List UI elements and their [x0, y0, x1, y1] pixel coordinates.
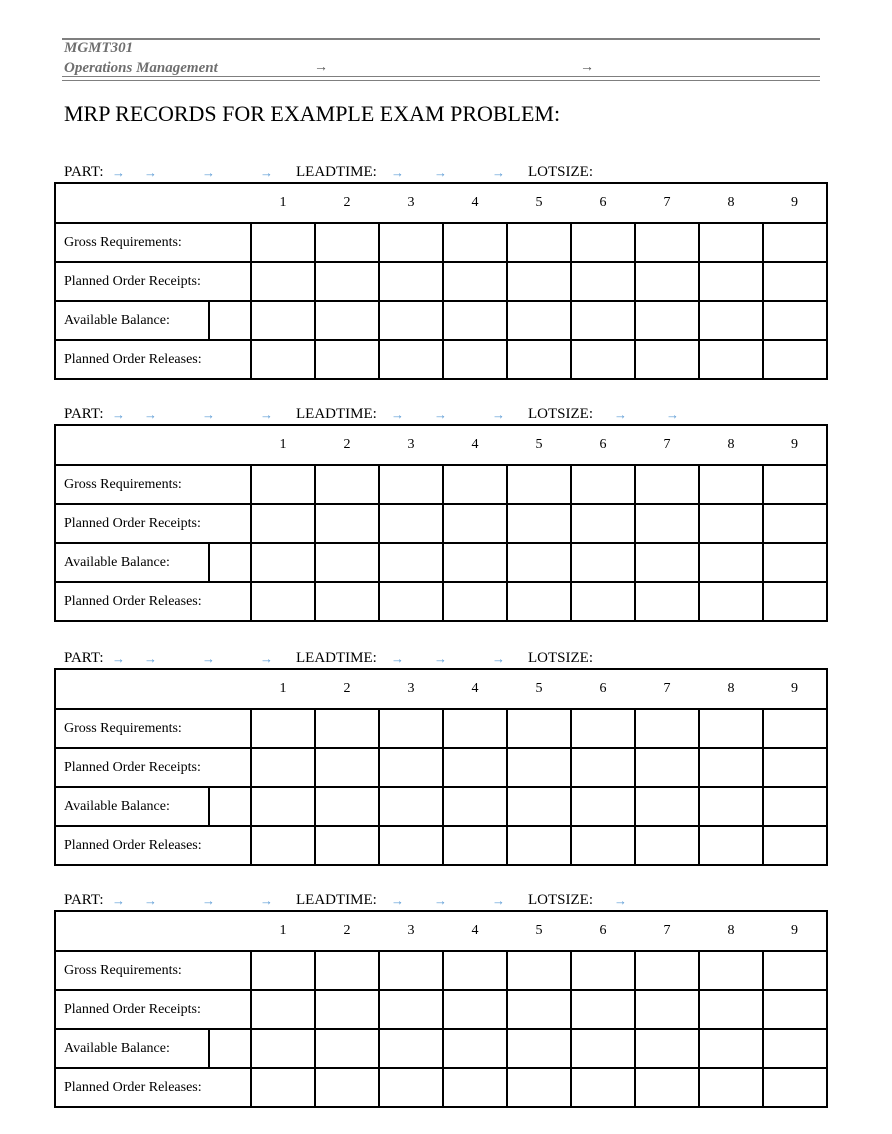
entry-cell[interactable]	[635, 748, 699, 787]
entry-cell[interactable]	[379, 1068, 443, 1107]
entry-cell[interactable]	[635, 340, 699, 379]
mrp-row-receipts	[55, 504, 827, 543]
mrp-table	[54, 182, 828, 380]
entry-cell[interactable]	[699, 465, 763, 504]
entry-cell[interactable]	[315, 543, 379, 582]
entry-cell[interactable]	[315, 1029, 379, 1068]
mrp-row-gross	[55, 465, 827, 504]
entry-cell[interactable]	[507, 709, 571, 748]
entry-cell[interactable]	[379, 223, 443, 262]
mrp-row-balance	[55, 1029, 827, 1068]
period-number: 5	[507, 911, 571, 951]
entry-cell[interactable]	[443, 340, 507, 379]
period-number: 6	[571, 911, 635, 951]
period-number: 8	[699, 183, 763, 223]
tab-arrow-icon: →	[202, 893, 215, 908]
entry-cell[interactable]	[379, 787, 443, 826]
period-number: 1	[251, 183, 315, 223]
entry-cell[interactable]	[251, 504, 315, 543]
entry-cell[interactable]	[315, 582, 379, 621]
entry-cell[interactable]	[251, 709, 315, 748]
period-number: 1	[251, 911, 315, 951]
mrp-row-releases	[55, 340, 827, 379]
entry-cell[interactable]	[571, 262, 635, 301]
entry-cell[interactable]	[379, 709, 443, 748]
entry-cell[interactable]	[507, 990, 571, 1029]
entry-cell[interactable]	[379, 582, 443, 621]
entry-cell[interactable]	[251, 1068, 315, 1107]
entry-cell[interactable]	[571, 582, 635, 621]
period-number: 8	[699, 669, 763, 709]
entry-cell[interactable]	[315, 301, 379, 340]
entry-cell[interactable]	[763, 301, 827, 340]
tab-arrow-icon: →	[434, 893, 447, 908]
period-header-blank	[55, 911, 251, 951]
period-header-row	[55, 425, 827, 465]
mrp-row-gross	[55, 223, 827, 262]
mrp-row-receipts	[55, 262, 827, 301]
period-number: 5	[507, 425, 571, 465]
entry-cell[interactable]	[763, 1068, 827, 1107]
period-number: 2	[315, 183, 379, 223]
entry-cell[interactable]	[443, 1068, 507, 1107]
entry-cell[interactable]	[571, 709, 635, 748]
entry-cell[interactable]	[635, 223, 699, 262]
entry-cell[interactable]	[507, 504, 571, 543]
mrp-table	[54, 910, 828, 1108]
mrp-row-releases	[55, 826, 827, 865]
entry-cell[interactable]	[571, 465, 635, 504]
entry-cell[interactable]	[763, 1029, 827, 1068]
tab-arrow-icon: →	[112, 407, 125, 422]
lotsize-label: LOTSIZE:	[528, 406, 593, 422]
period-number: 9	[763, 911, 827, 951]
mrp-table	[54, 668, 828, 866]
row-label-balance: Available Balance:	[55, 543, 209, 582]
beginning-inventory-cell[interactable]	[209, 787, 251, 826]
entry-cell[interactable]	[699, 787, 763, 826]
tab-arrow-icon: →	[260, 407, 273, 422]
row-label-releases: Planned Order Releases:	[55, 1068, 251, 1107]
entry-cell[interactable]	[763, 582, 827, 621]
tab-arrow-icon: →	[112, 893, 125, 908]
period-number: 3	[379, 669, 443, 709]
entry-cell[interactable]	[315, 223, 379, 262]
row-label-gross: Gross Requirements:	[55, 951, 251, 990]
entry-cell[interactable]	[507, 1029, 571, 1068]
entry-cell[interactable]	[763, 223, 827, 262]
tab-arrow-icon: →	[144, 651, 157, 666]
entry-cell[interactable]	[379, 951, 443, 990]
entry-cell[interactable]	[763, 990, 827, 1029]
entry-cell[interactable]	[315, 465, 379, 504]
entry-cell[interactable]	[251, 787, 315, 826]
tab-arrow-icon: →	[666, 407, 679, 422]
entry-cell[interactable]	[635, 465, 699, 504]
period-header-row	[55, 183, 827, 223]
entry-cell[interactable]	[251, 223, 315, 262]
leadtime-label: LEADTIME:	[296, 406, 377, 422]
entry-cell[interactable]	[571, 951, 635, 990]
period-number: 3	[379, 425, 443, 465]
period-number: 1	[251, 669, 315, 709]
tab-arrow-icon: →	[391, 651, 404, 666]
entry-cell[interactable]	[699, 543, 763, 582]
entry-cell[interactable]	[379, 826, 443, 865]
period-number: 7	[635, 425, 699, 465]
period-number: 6	[571, 425, 635, 465]
leadtime-label: LEADTIME:	[296, 164, 377, 180]
entry-cell[interactable]	[507, 951, 571, 990]
entry-cell[interactable]	[315, 748, 379, 787]
entry-cell[interactable]	[699, 340, 763, 379]
entry-cell[interactable]	[443, 465, 507, 504]
mrp-row-receipts	[55, 748, 827, 787]
mrp-row-releases	[55, 1068, 827, 1107]
part-label: PART:	[64, 406, 104, 422]
row-label-releases: Planned Order Releases:	[55, 340, 251, 379]
mrp-row-gross	[55, 709, 827, 748]
entry-cell[interactable]	[315, 1068, 379, 1107]
entry-cell[interactable]	[251, 465, 315, 504]
entry-cell[interactable]	[443, 223, 507, 262]
course-name: Operations Management	[64, 60, 218, 76]
entry-cell[interactable]	[443, 709, 507, 748]
period-header-blank	[55, 669, 251, 709]
page-title: MRP RECORDS FOR EXAMPLE EXAM PROBLEM:	[64, 101, 561, 126]
row-label-gross: Gross Requirements:	[55, 465, 251, 504]
entry-cell[interactable]	[379, 465, 443, 504]
entry-cell[interactable]	[443, 1029, 507, 1068]
row-label-gross: Gross Requirements:	[55, 223, 251, 262]
period-number: 2	[315, 911, 379, 951]
entry-cell[interactable]	[379, 262, 443, 301]
tab-arrow-icon: →	[202, 651, 215, 666]
entry-cell[interactable]	[507, 582, 571, 621]
entry-cell[interactable]	[251, 1029, 315, 1068]
entry-cell[interactable]	[699, 951, 763, 990]
period-number: 6	[571, 183, 635, 223]
entry-cell[interactable]	[443, 543, 507, 582]
period-number: 4	[443, 425, 507, 465]
entry-cell[interactable]	[571, 543, 635, 582]
entry-cell[interactable]	[763, 787, 827, 826]
tab-arrow-icon: →	[260, 165, 273, 180]
mrp-row-balance	[55, 301, 827, 340]
lotsize-label: LOTSIZE:	[528, 164, 593, 180]
entry-cell[interactable]	[571, 504, 635, 543]
header-bottom-rule	[62, 76, 820, 81]
period-number: 9	[763, 425, 827, 465]
tab-arrow-icon: →	[434, 165, 447, 180]
entry-cell[interactable]	[635, 787, 699, 826]
tab-arrow-icon: →	[112, 165, 125, 180]
entry-cell[interactable]	[699, 1029, 763, 1068]
tab-arrow-icon: →	[391, 893, 404, 908]
period-header-row	[55, 911, 827, 951]
period-number: 6	[571, 669, 635, 709]
tab-arrow-icon: →	[144, 407, 157, 422]
entry-cell[interactable]	[763, 543, 827, 582]
period-number: 1	[251, 425, 315, 465]
period-number: 3	[379, 183, 443, 223]
entry-cell[interactable]	[251, 301, 315, 340]
mrp-row-balance	[55, 543, 827, 582]
entry-cell[interactable]	[507, 465, 571, 504]
entry-cell[interactable]	[507, 826, 571, 865]
entry-cell[interactable]	[763, 262, 827, 301]
tab-arrow-icon: →	[391, 407, 404, 422]
entry-cell[interactable]	[507, 543, 571, 582]
tab-arrow-icon: →	[614, 893, 627, 908]
entry-cell[interactable]	[635, 262, 699, 301]
entry-cell[interactable]	[379, 748, 443, 787]
entry-cell[interactable]	[379, 504, 443, 543]
entry-cell[interactable]	[507, 1068, 571, 1107]
entry-cell[interactable]	[763, 465, 827, 504]
entry-cell[interactable]	[315, 504, 379, 543]
entry-cell[interactable]	[315, 990, 379, 1029]
entry-cell[interactable]	[763, 709, 827, 748]
entry-cell[interactable]	[763, 951, 827, 990]
period-number: 3	[379, 911, 443, 951]
entry-cell[interactable]	[443, 748, 507, 787]
entry-cell[interactable]	[763, 748, 827, 787]
entry-cell[interactable]	[699, 504, 763, 543]
period-number: 4	[443, 669, 507, 709]
period-number: 9	[763, 183, 827, 223]
mrp-row-receipts	[55, 990, 827, 1029]
entry-cell[interactable]	[379, 543, 443, 582]
mrp-table	[54, 424, 828, 622]
entry-cell[interactable]	[443, 990, 507, 1029]
entry-cell[interactable]	[635, 826, 699, 865]
entry-cell[interactable]	[699, 748, 763, 787]
entry-cell[interactable]	[251, 582, 315, 621]
row-label-balance: Available Balance:	[55, 1029, 209, 1068]
entry-cell[interactable]	[635, 301, 699, 340]
entry-cell[interactable]	[635, 951, 699, 990]
tab-arrow-icon: →	[434, 407, 447, 422]
entry-cell[interactable]	[443, 826, 507, 865]
period-number: 7	[635, 183, 699, 223]
entry-cell[interactable]	[571, 340, 635, 379]
entry-cell[interactable]	[315, 951, 379, 990]
entry-cell[interactable]	[443, 262, 507, 301]
period-number: 4	[443, 911, 507, 951]
entry-cell[interactable]	[379, 340, 443, 379]
entry-cell[interactable]	[699, 826, 763, 865]
entry-cell[interactable]	[635, 990, 699, 1029]
entry-cell[interactable]	[699, 262, 763, 301]
entry-cell[interactable]	[507, 340, 571, 379]
entry-cell[interactable]	[699, 990, 763, 1029]
row-label-gross: Gross Requirements:	[55, 709, 251, 748]
entry-cell[interactable]	[635, 1029, 699, 1068]
row-label-balance: Available Balance:	[55, 787, 209, 826]
period-number: 4	[443, 183, 507, 223]
entry-cell[interactable]	[571, 990, 635, 1029]
row-label-receipts: Planned Order Receipts:	[55, 504, 251, 543]
tab-arrow-icon: →	[260, 893, 273, 908]
entry-cell[interactable]	[379, 301, 443, 340]
entry-cell[interactable]	[315, 262, 379, 301]
period-number: 7	[635, 669, 699, 709]
lotsize-label: LOTSIZE:	[528, 892, 593, 908]
period-number: 7	[635, 911, 699, 951]
tab-arrow-icon: →	[112, 651, 125, 666]
entry-cell[interactable]	[571, 223, 635, 262]
tab-arrow-icon: →	[492, 165, 505, 180]
entry-cell[interactable]	[635, 582, 699, 621]
tab-arrow-icon: →	[314, 60, 328, 75]
entry-cell[interactable]	[315, 826, 379, 865]
entry-cell[interactable]	[443, 787, 507, 826]
mrp-row-releases	[55, 582, 827, 621]
entry-cell[interactable]	[699, 709, 763, 748]
period-number: 2	[315, 425, 379, 465]
period-header-blank	[55, 425, 251, 465]
row-label-releases: Planned Order Releases:	[55, 582, 251, 621]
tab-arrow-icon: →	[492, 407, 505, 422]
entry-cell[interactable]	[571, 301, 635, 340]
entry-cell[interactable]	[699, 582, 763, 621]
tab-arrow-icon: →	[492, 893, 505, 908]
entry-cell[interactable]	[763, 504, 827, 543]
tab-arrow-icon: →	[260, 651, 273, 666]
entry-cell[interactable]	[635, 709, 699, 748]
leadtime-label: LEADTIME:	[296, 892, 377, 908]
entry-cell[interactable]	[315, 787, 379, 826]
entry-cell[interactable]	[699, 1068, 763, 1107]
entry-cell[interactable]	[507, 262, 571, 301]
entry-cell[interactable]	[763, 340, 827, 379]
tab-arrow-icon: →	[144, 165, 157, 180]
row-label-balance: Available Balance:	[55, 301, 209, 340]
entry-cell[interactable]	[507, 748, 571, 787]
entry-cell[interactable]	[571, 787, 635, 826]
entry-cell[interactable]	[507, 787, 571, 826]
part-label: PART:	[64, 164, 104, 180]
entry-cell[interactable]	[571, 1068, 635, 1107]
entry-cell[interactable]	[635, 543, 699, 582]
beginning-inventory-cell[interactable]	[209, 301, 251, 340]
tab-arrow-icon: →	[614, 407, 627, 422]
entry-cell[interactable]	[315, 709, 379, 748]
part-label: PART:	[64, 892, 104, 908]
entry-cell[interactable]	[379, 990, 443, 1029]
entry-cell[interactable]	[251, 262, 315, 301]
period-number: 5	[507, 669, 571, 709]
entry-cell[interactable]	[251, 543, 315, 582]
tab-arrow-icon: →	[434, 651, 447, 666]
period-header-blank	[55, 183, 251, 223]
entry-cell[interactable]	[635, 1068, 699, 1107]
tab-arrow-icon: →	[580, 60, 594, 75]
entry-cell[interactable]	[443, 582, 507, 621]
row-label-receipts: Planned Order Receipts:	[55, 262, 251, 301]
entry-cell[interactable]	[251, 990, 315, 1029]
period-number: 8	[699, 911, 763, 951]
mrp-row-balance	[55, 787, 827, 826]
beginning-inventory-cell[interactable]	[209, 543, 251, 582]
entry-cell[interactable]	[571, 826, 635, 865]
period-number: 2	[315, 669, 379, 709]
lotsize-label: LOTSIZE:	[528, 650, 593, 666]
entry-cell[interactable]	[251, 951, 315, 990]
tab-arrow-icon: →	[492, 651, 505, 666]
row-label-receipts: Planned Order Receipts:	[55, 990, 251, 1029]
tab-arrow-icon: →	[202, 165, 215, 180]
entry-cell[interactable]	[443, 951, 507, 990]
period-number: 9	[763, 669, 827, 709]
part-label: PART:	[64, 650, 104, 666]
tab-arrow-icon: →	[202, 407, 215, 422]
entry-cell[interactable]	[763, 826, 827, 865]
row-label-receipts: Planned Order Receipts:	[55, 748, 251, 787]
entry-cell[interactable]	[507, 301, 571, 340]
entry-cell[interactable]	[571, 748, 635, 787]
tab-arrow-icon: →	[144, 893, 157, 908]
entry-cell[interactable]	[699, 301, 763, 340]
entry-cell[interactable]	[251, 340, 315, 379]
entry-cell[interactable]	[251, 826, 315, 865]
entry-cell[interactable]	[699, 223, 763, 262]
entry-cell[interactable]	[443, 504, 507, 543]
mrp-row-gross	[55, 951, 827, 990]
entry-cell[interactable]	[443, 301, 507, 340]
entry-cell[interactable]	[379, 1029, 443, 1068]
entry-cell[interactable]	[635, 504, 699, 543]
period-number: 5	[507, 183, 571, 223]
entry-cell[interactable]	[315, 340, 379, 379]
tab-arrow-icon: →	[391, 165, 404, 180]
beginning-inventory-cell[interactable]	[209, 1029, 251, 1068]
entry-cell[interactable]	[507, 223, 571, 262]
course-code: MGMT301	[64, 40, 134, 56]
entry-cell[interactable]	[251, 748, 315, 787]
entry-cell[interactable]	[571, 1029, 635, 1068]
period-header-row	[55, 669, 827, 709]
header-top-rule	[62, 38, 820, 40]
period-number: 8	[699, 425, 763, 465]
leadtime-label: LEADTIME:	[296, 650, 377, 666]
row-label-releases: Planned Order Releases:	[55, 826, 251, 865]
